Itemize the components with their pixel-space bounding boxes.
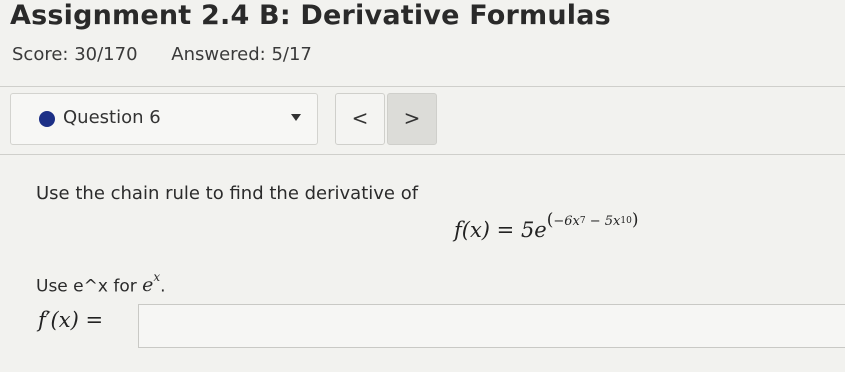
- selected-question-label: Question 6: [63, 107, 161, 128]
- hint-prefix: Use: [36, 276, 68, 297]
- question-status-dot-icon: [39, 111, 55, 127]
- question-prompt: Use the chain rule to find the derivative of: [36, 183, 419, 204]
- previous-question-button[interactable]: <: [335, 93, 385, 145]
- divider: [0, 154, 845, 155]
- answer-label: f′(x) =: [38, 308, 104, 332]
- chevron-down-icon: [291, 114, 301, 121]
- function-exponent: (−6x7 − 5x10): [546, 210, 639, 230]
- input-hint: [36, 270, 166, 297]
- hint-code: e^x: [73, 276, 108, 297]
- question-select-dropdown[interactable]: [10, 93, 318, 145]
- hint-math: $e^x$: [142, 270, 161, 297]
- answered-label: Answered: 5/17: [171, 44, 312, 65]
- score-status: [12, 44, 312, 65]
- assignment-title: Assignment 2.4 B: Derivative Formulas: [10, 0, 611, 31]
- score-label: Score: 30/170: [12, 44, 138, 65]
- function-formula: [454, 210, 639, 242]
- function-lhs: f(x) = 5e: [454, 218, 547, 242]
- hint-middle: for: [113, 276, 137, 297]
- hint-suffix: .: [160, 276, 166, 297]
- answer-input[interactable]: [138, 304, 845, 348]
- divider: [0, 86, 845, 87]
- next-question-button[interactable]: >: [387, 93, 437, 145]
